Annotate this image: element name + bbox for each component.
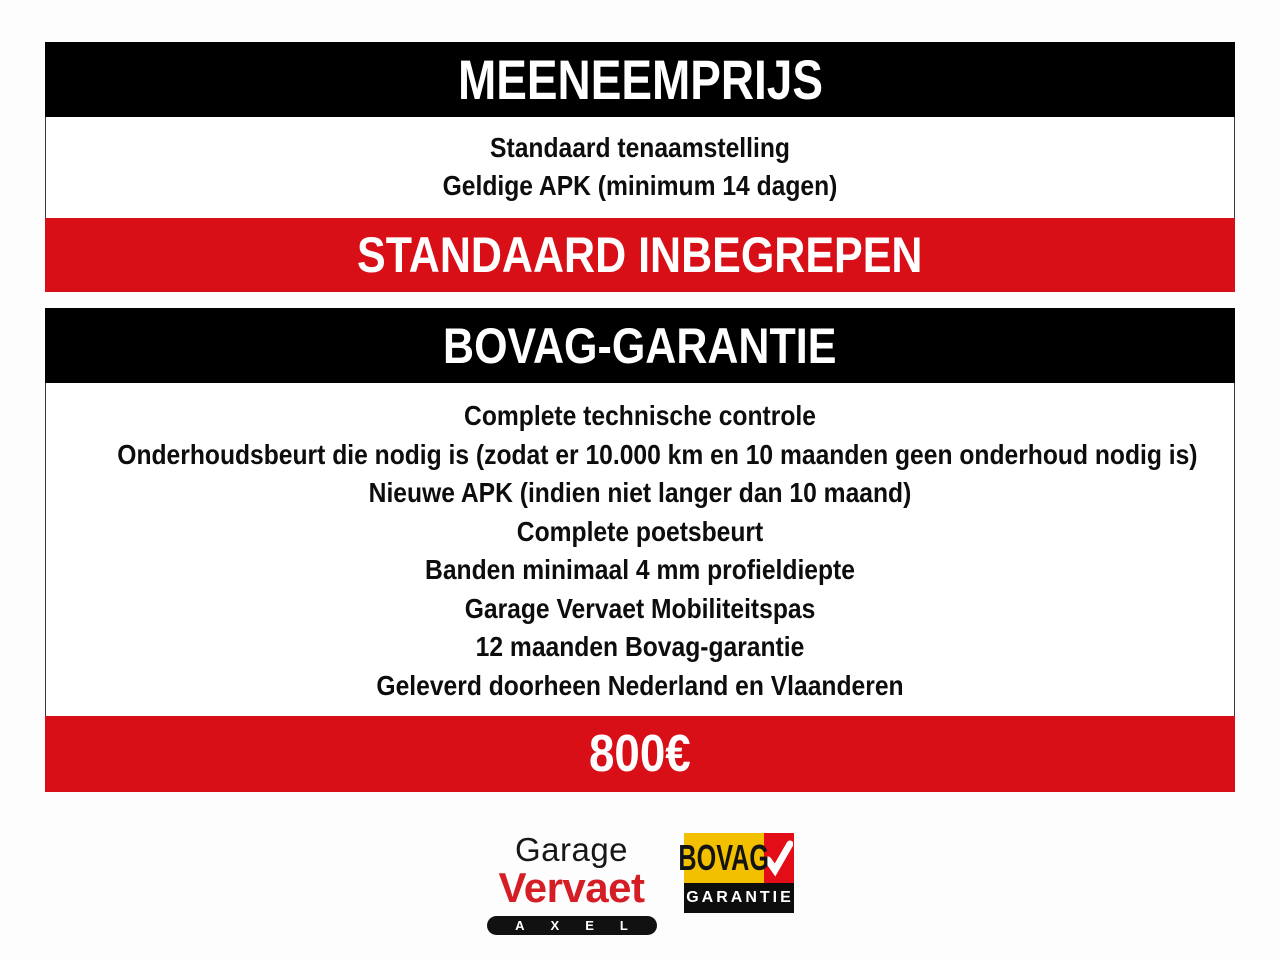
list-item: Geldige APK (minimum 14 dagen) (442, 170, 838, 201)
cards-gap (45, 292, 1235, 308)
bovag-brand-box (678, 833, 769, 883)
list-item: Nieuwe APK (indien niet langer dan 10 maand) (368, 477, 912, 508)
bovag-logo (678, 833, 794, 913)
bovag-garantie-card (45, 308, 1235, 792)
list-item: Complete poetsbeurt (516, 515, 764, 547)
price-bar (45, 716, 1235, 792)
price-value: 800€ (589, 725, 691, 783)
garage-logo-word-vervaet: Vervaet (498, 864, 645, 911)
list-item: Banden minimaal 4 mm profieldiepte (425, 554, 855, 585)
bovag-garantie-body (45, 383, 1235, 716)
garage-logo-word-garage: Garage (514, 831, 629, 868)
footer-logos (45, 833, 1235, 935)
list-item: Garage Vervaet Mobiliteitspas (464, 592, 816, 624)
standaard-inbegrepen-label: STANDAARD INBEGREPEN (357, 227, 923, 283)
standaard-inbegrepen-bar (45, 218, 1235, 292)
meeneemprijs-card (45, 42, 1235, 292)
list-item: 12 maanden Bovag-garantie (475, 631, 805, 662)
bovag-logo-top (678, 833, 794, 883)
list-item: Standaard tenaamstelling (490, 132, 790, 163)
list-item: Onderhoudsbeurt die nodig is (zodat er 10.000 km en 10 maanden geen onderhoud nodig is) (117, 438, 1198, 470)
meeneemprijs-title: MEENEEMPRIJS (457, 48, 823, 111)
list-item: Geleverd doorheen Nederland en Vlaanderen (376, 669, 904, 701)
list-item: Complete technische controle (464, 400, 816, 431)
bovag-garantie-title: BOVAG-GARANTIE (443, 317, 837, 374)
garage-vervaet-logo (487, 833, 657, 935)
bovag-brand-text: BOVAG (678, 837, 769, 878)
bovag-garantie-header-bar (45, 308, 1235, 383)
meeneemprijs-body (45, 117, 1235, 218)
garage-logo-city-pill: AXEL (487, 916, 657, 935)
bovag-subtitle-bar (684, 883, 794, 913)
meeneemprijs-header-bar (45, 42, 1235, 117)
bovag-subtitle-text: GARANTIE (686, 889, 794, 906)
